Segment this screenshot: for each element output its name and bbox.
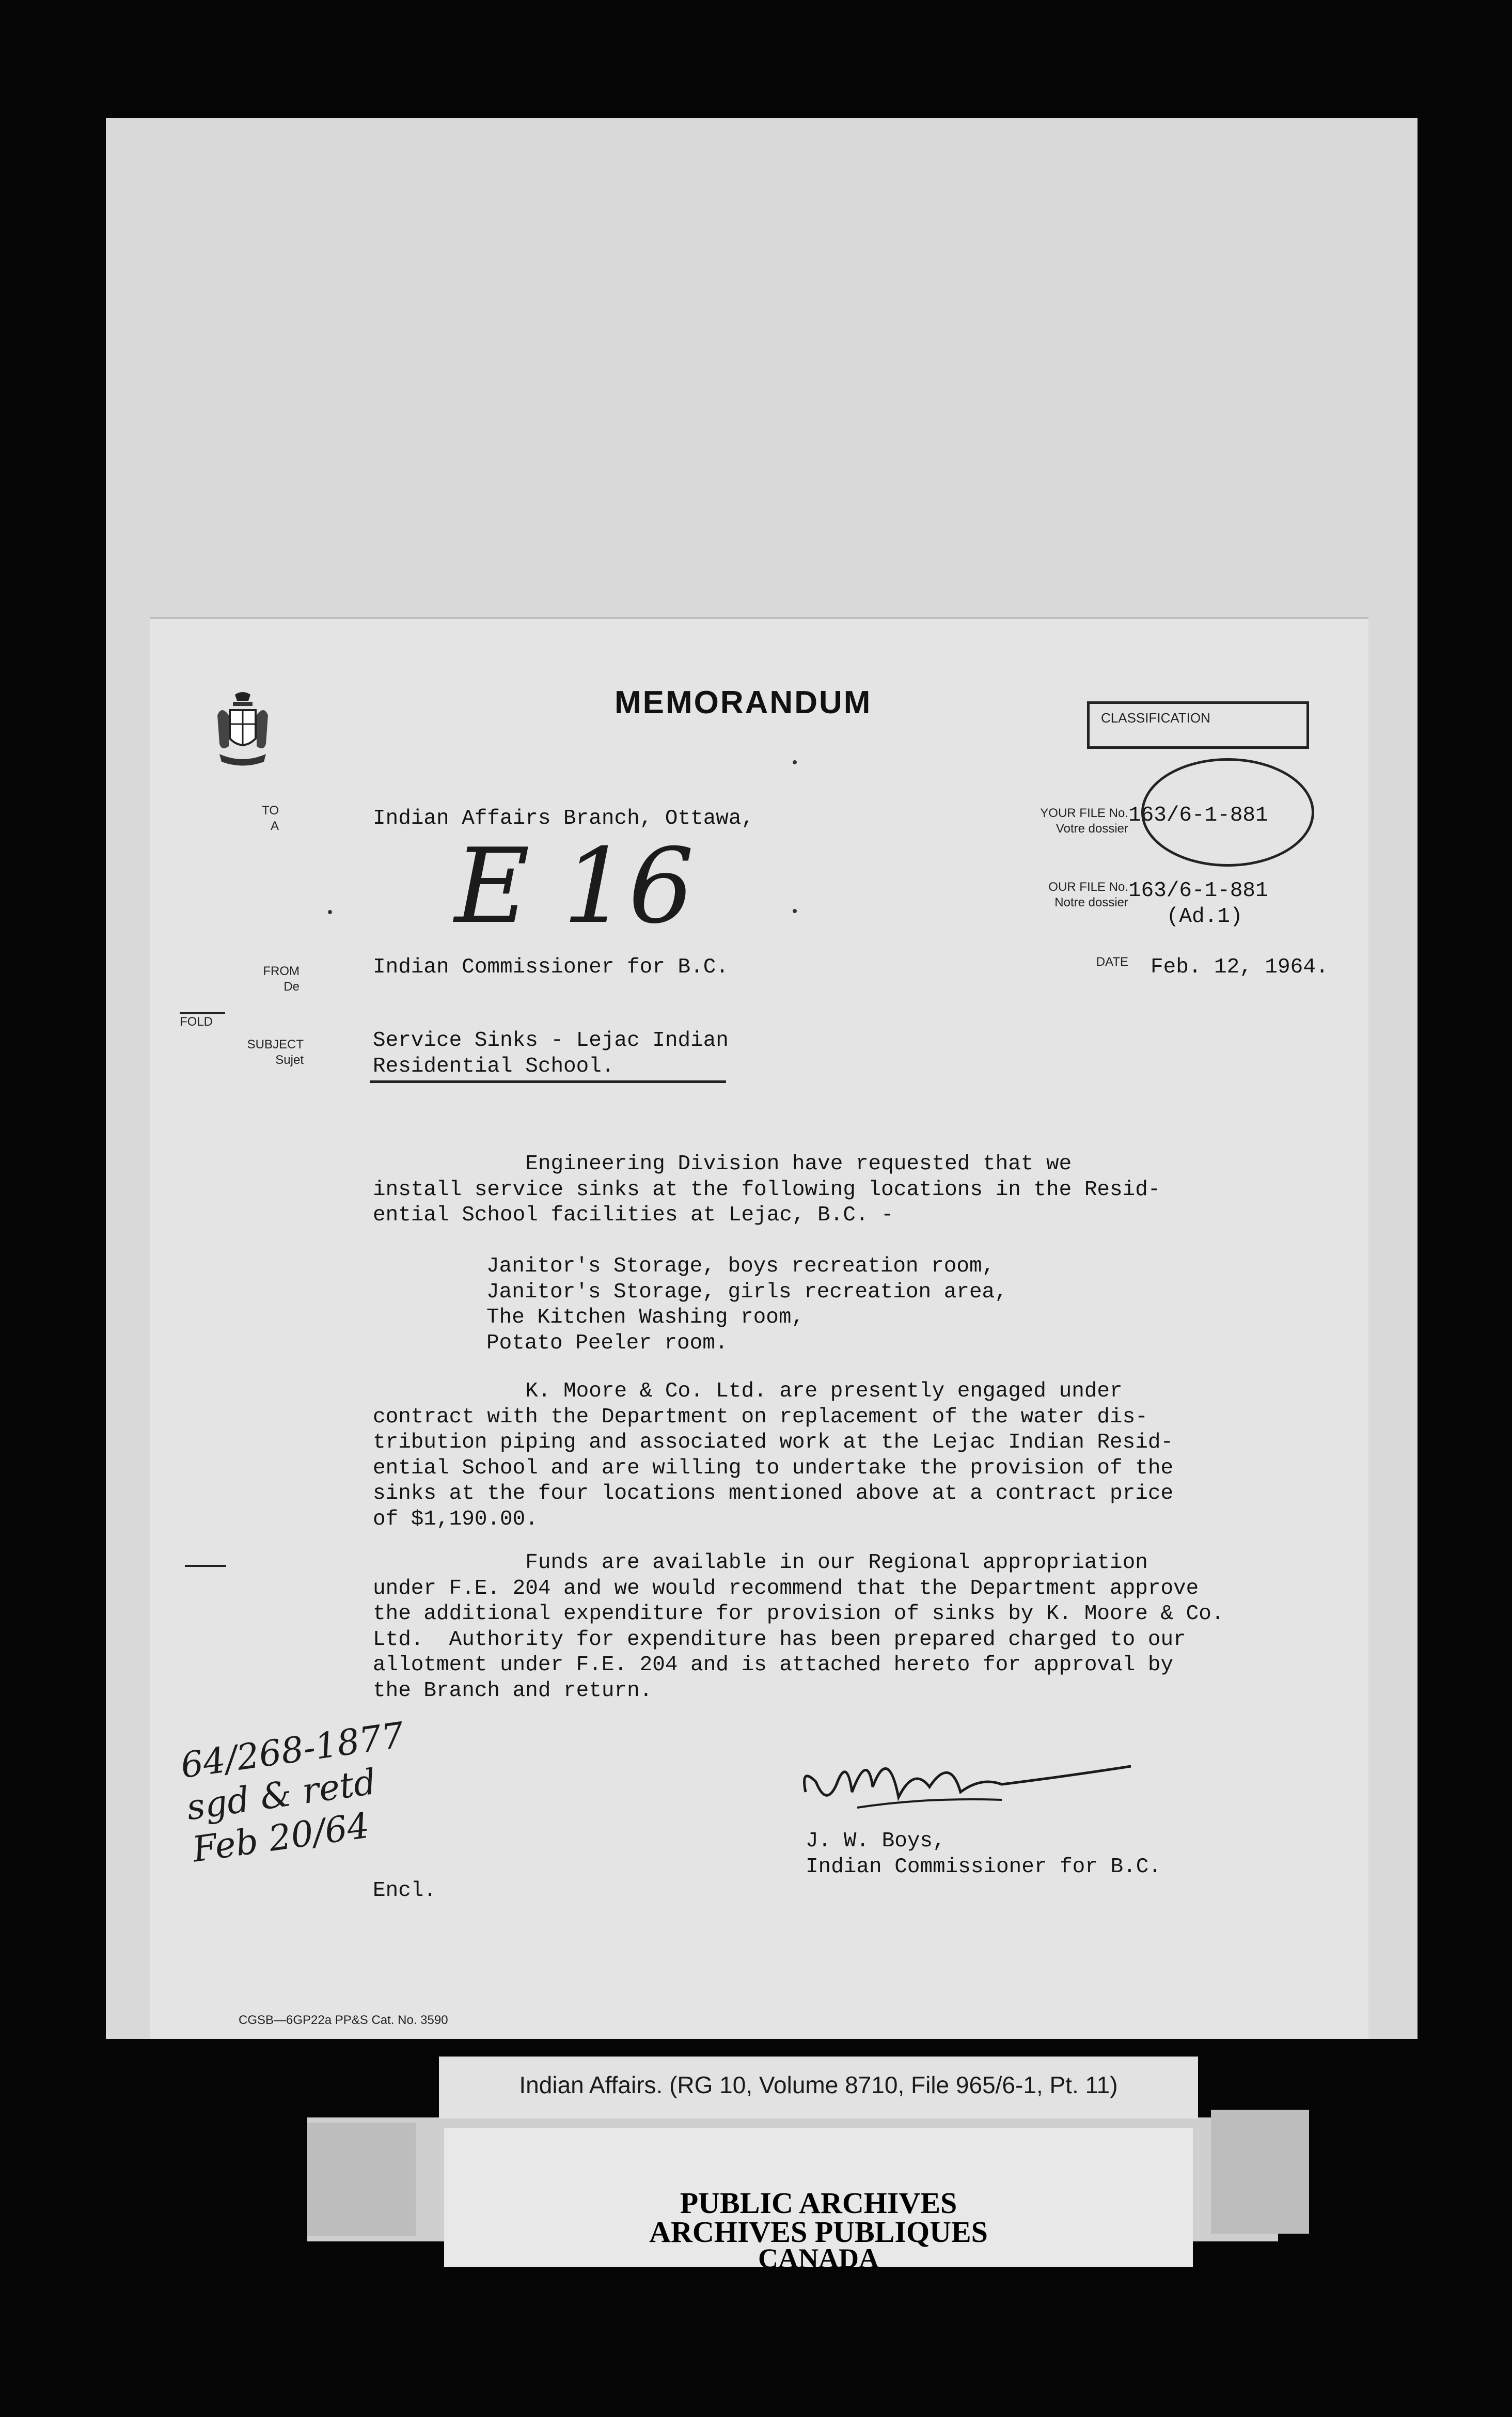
signer-title: Indian Commissioner for B.C.	[806, 1855, 1161, 1879]
subject-value: Service Sinks - Lejac Indian Residential School.	[373, 1029, 729, 1078]
punch-dot	[793, 760, 797, 764]
stamp-line-3: CANADA	[758, 2243, 879, 2274]
our-file-label: OUR FILE No. Notre dossier	[1048, 880, 1128, 909]
left-clip	[307, 2123, 416, 2236]
date-label: DATE	[1096, 955, 1128, 969]
subject-underline	[370, 1080, 726, 1083]
from-label: FROM De	[263, 964, 300, 994]
classification-label: CLASSIFICATION	[1101, 710, 1210, 726]
coat-of-arms-icon	[214, 689, 271, 772]
stamp-line-1: PUBLIC ARCHIVES	[680, 2186, 957, 2220]
fold-mark: FOLD	[180, 1012, 225, 1029]
form-number: CGSB—6GP22a PP&S Cat. No. 3590	[239, 2013, 448, 2027]
archive-reference-label	[439, 2057, 1198, 2118]
margin-dash	[185, 1565, 226, 1567]
paragraph-2: K. Moore & Co. Ltd. are presently engaged under contract with the Department on replacement of the water dis- tribution piping and associated work at the Lejac Indian Resid- ential School and are willing to undertake the provision of the sinks at the four locations mentioned above at a contract price of $1,190.00.	[373, 1379, 1174, 1531]
right-clip	[1211, 2110, 1309, 2234]
file-number-circle	[1141, 758, 1314, 867]
classification-box	[1087, 701, 1309, 749]
locations-list: Janitor's Storage, boys recreation room, Janitor's Storage, girls recreation area, The Kitchen Washing room, Potato Peeler room.	[486, 1254, 1007, 1355]
handwritten-file-mark: E 16	[454, 826, 695, 947]
your-file-number: 163/6-1-881	[1128, 804, 1268, 827]
paragraph-3: Funds are available in our Regional appropriation under F.E. 204 and we would recommend that the Department approve the additional expenditure for provision of sinks by K. Moore & Co. Ltd. Authority for expenditure has been prepared charged to our allotment under F.E. 204 and is attached hereto for approval by the Branch and return.	[373, 1551, 1224, 1703]
your-file-label: YOUR FILE No. Votre dossier	[1040, 806, 1128, 836]
memo-date: Feb. 12, 1964.	[1151, 955, 1329, 979]
from-value: Indian Commissioner for B.C.	[373, 955, 729, 979]
enclosure-note: Encl.	[373, 1879, 437, 1903]
to-label: TO A	[262, 804, 279, 833]
signer-name: J. W. Boys,	[806, 1829, 946, 1853]
subject-label: SUBJECT Sujet	[247, 1038, 304, 1067]
handwritten-note: 64/268-1877 sgd & retd Feb 20/64	[178, 1715, 407, 1871]
stamp-line-2: ARCHIVES PUBLIQUES	[649, 2215, 988, 2249]
to-value: Indian Affairs Branch, Ottawa,	[373, 807, 754, 830]
memo-title: MEMORANDUM	[615, 685, 872, 720]
archive-stamp	[444, 2128, 1193, 2274]
archive-reference: Indian Affairs. (RG 10, Volume 8710, File 965/6-1, Pt. 11)	[519, 2071, 1118, 2098]
punch-dot	[328, 910, 332, 914]
our-file-number: 163/6-1-881 (Ad.1)	[1128, 879, 1268, 929]
paragraph-1: Engineering Division have requested that we install service sinks at the following locations in the Resid- ential School facilities at Lejac, B.C. -	[373, 1152, 1161, 1227]
punch-dot	[793, 909, 797, 913]
